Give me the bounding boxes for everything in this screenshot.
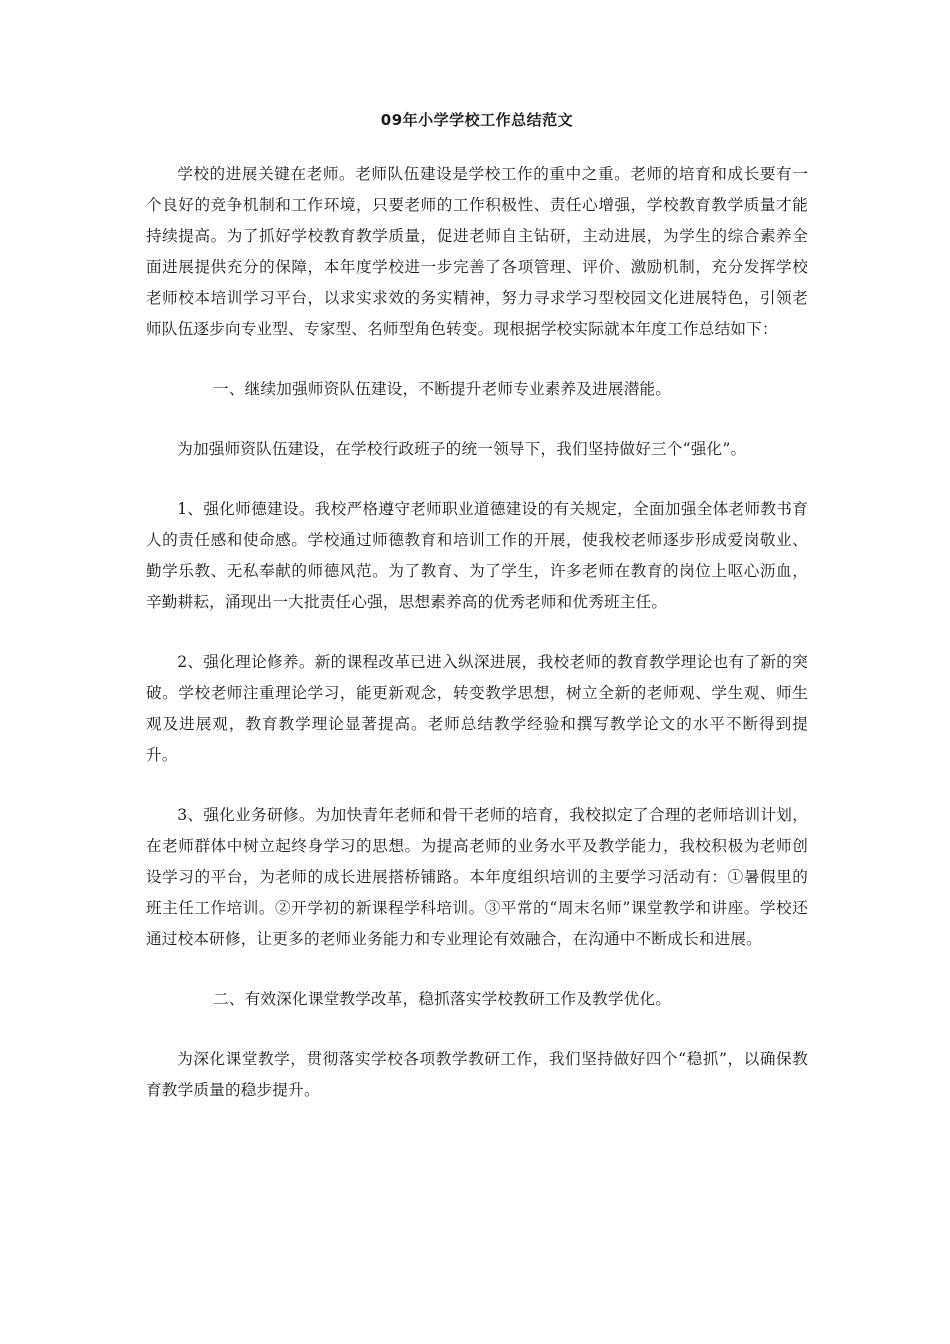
section-heading-2: 二、有效深化课堂教学改革，稳抓落实学校教研工作及教学优化。 — [213, 990, 672, 1008]
document-title: 09年小学学校工作总结范文 — [380, 111, 574, 129]
document-page — [146, 110, 808, 1106]
item-3-paragraph: 3、强化业务研修。为加快青年老师和骨干老师的培育，我校拟定了合理的老师培训计划，在老师群体中树立起终身学习的思想。为提高老师的业务水平及教学能力，我校积极为老师创设学习的平台，为老师的成长进展搭桥铺路。本年度组织培训的主要学习活动有：①暑假里的班主任工作培训。②开学初的新课程学科培训。③平常的“周末名师”课堂教学和讲座。学校还通过校本研修，让更多的老师业务能力和专业理论有效融合，在沟通中不断成长和进展。 — [146, 806, 808, 948]
section-1-intro-paragraph: 为加强师资队伍建设，在学校行政班子的统一领导下，我们坚持做好三个“强化”。 — [177, 440, 747, 458]
item-2-paragraph: 2、强化理论修养。新的课程改革已进入纵深进展，我校老师的教育教学理论也有了新的突破。学校老师注重理论学习，能更新观念，转变教学思想，树立全新的老师观、学生观、师生观及进展观，教育教学理论显著提高。老师总结教学经验和撰写教学论文的水平不断得到提升。 — [146, 653, 808, 764]
section-2-intro-paragraph: 为深化课堂教学，贯彻落实学校各项教学教研工作，我们坚持做好四个“稳抓”，以确保教育教学质量的稳步提升。 — [146, 1050, 808, 1099]
section-heading-1: 一、继续加强师资队伍建设，不断提升老师专业素养及进展潜能。 — [213, 380, 672, 398]
intro-paragraph: 学校的进展关键在老师。老师队伍建设是学校工作的重中之重。老师的培育和成长要有一个良好的竞争机制和工作环境，只要老师的工作积极性、责任心增强，学校教育教学质量才能持续提高。为了抓好学校教育教学质量，促进老师自主钻研，主动进展，为学生的综合素养全面进展提供充分的保障，本年度学校进一步完善了各项管理、评价、激励机制，充分发挥学校老师校本培训学习平台，以求实求效的务实精神，努力寻求学习型校园文化进展特色，引领老师队伍逐步向专业型、专家型、名师型角色转变。现根据学校实际就本年度工作总结如下： — [146, 165, 808, 338]
item-1-paragraph: 1、强化师德建设。我校严格遵守老师职业道德建设的有关规定，全面加强全体老师教书育人的责任感和使命感。学校通过师德教育和培训工作的开展，使我校老师逐步形成爱岗敬业、勤学乐教、无私奉献的师德风范。为了教育、为了学生，许多老师在教育的岗位上呕心沥血，辛勤耕耘，涌现出一大批责任心强，思想素养高的优秀老师和优秀班主任。 — [146, 500, 808, 611]
